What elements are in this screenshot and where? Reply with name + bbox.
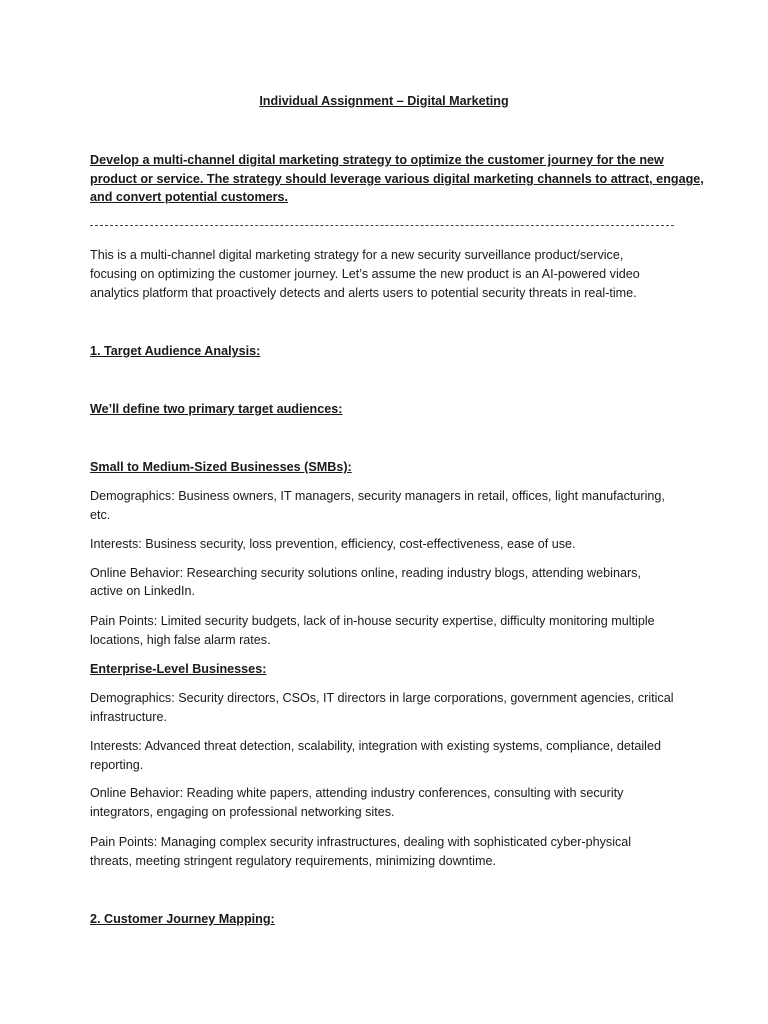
smb-demographics-1: Demographics: Business owners, IT managers, security managers in retail, offices, light manufacturing, xyxy=(90,489,665,503)
section-2-heading: 2. Customer Journey Mapping: xyxy=(90,912,275,926)
smb-behavior-1: Online Behavior: Researching security solutions online, reading industry blogs, attending webinars, xyxy=(90,566,641,580)
enterprise-demographics-1: Demographics: Security directors, CSOs, IT directors in large corporations, government agencies, critical xyxy=(90,691,674,705)
smb-interests: Interests: Business security, loss prevention, efficiency, cost-effectiveness, ease of use. xyxy=(90,537,576,551)
dashed-divider xyxy=(90,225,674,226)
enterprise-pain-2: threats, meeting stringent regulatory requirements, minimizing downtime. xyxy=(90,854,496,868)
smb-pain-2: locations, high false alarm rates. xyxy=(90,633,271,647)
enterprise-pain-1: Pain Points: Managing complex security infrastructures, dealing with sophisticated cyber-physical xyxy=(90,835,632,849)
enterprise-heading: Enterprise-Level Businesses: xyxy=(90,662,267,676)
intro-line-3: analytics platform that proactively detects and alerts users to potential security threats in real-time. xyxy=(90,286,637,300)
intro-line-2: focusing on optimizing the customer journey. Let’s assume the new product is an AI-powered video xyxy=(90,267,640,281)
intro-line-1: This is a multi-channel digital marketing strategy for a new security surveillance product/service, xyxy=(90,248,624,262)
task-line-1: Develop a multi-channel digital marketing strategy to optimize the customer journey for the new xyxy=(90,153,664,167)
enterprise-behavior-1: Online Behavior: Reading white papers, attending industry conferences, consulting with security xyxy=(90,786,624,800)
task-line-3: and convert potential customers. xyxy=(90,190,289,204)
section-1-heading: 1. Target Audience Analysis: xyxy=(90,344,261,358)
smb-heading: Small to Medium-Sized Businesses (SMBs): xyxy=(90,460,352,474)
enterprise-interests-1: Interests: Advanced threat detection, scalability, integration with existing systems, compliance, detailed xyxy=(90,739,661,753)
audiences-intro: We’ll define two primary target audiences: xyxy=(90,402,343,416)
smb-demographics-2: etc. xyxy=(90,508,111,522)
smb-behavior-2: active on LinkedIn. xyxy=(90,584,196,598)
enterprise-interests-2: reporting. xyxy=(90,758,144,772)
document-title: Individual Assignment – Digital Marketing xyxy=(259,94,509,108)
enterprise-demographics-2: infrastructure. xyxy=(90,710,167,724)
smb-pain-1: Pain Points: Limited security budgets, lack of in-house security expertise, difficulty monitoring multiple xyxy=(90,614,655,628)
task-line-2: product or service. The strategy should leverage various digital marketing channels to attract, engage, xyxy=(90,172,704,186)
enterprise-behavior-2: integrators, engaging on professional networking sites. xyxy=(90,805,395,819)
